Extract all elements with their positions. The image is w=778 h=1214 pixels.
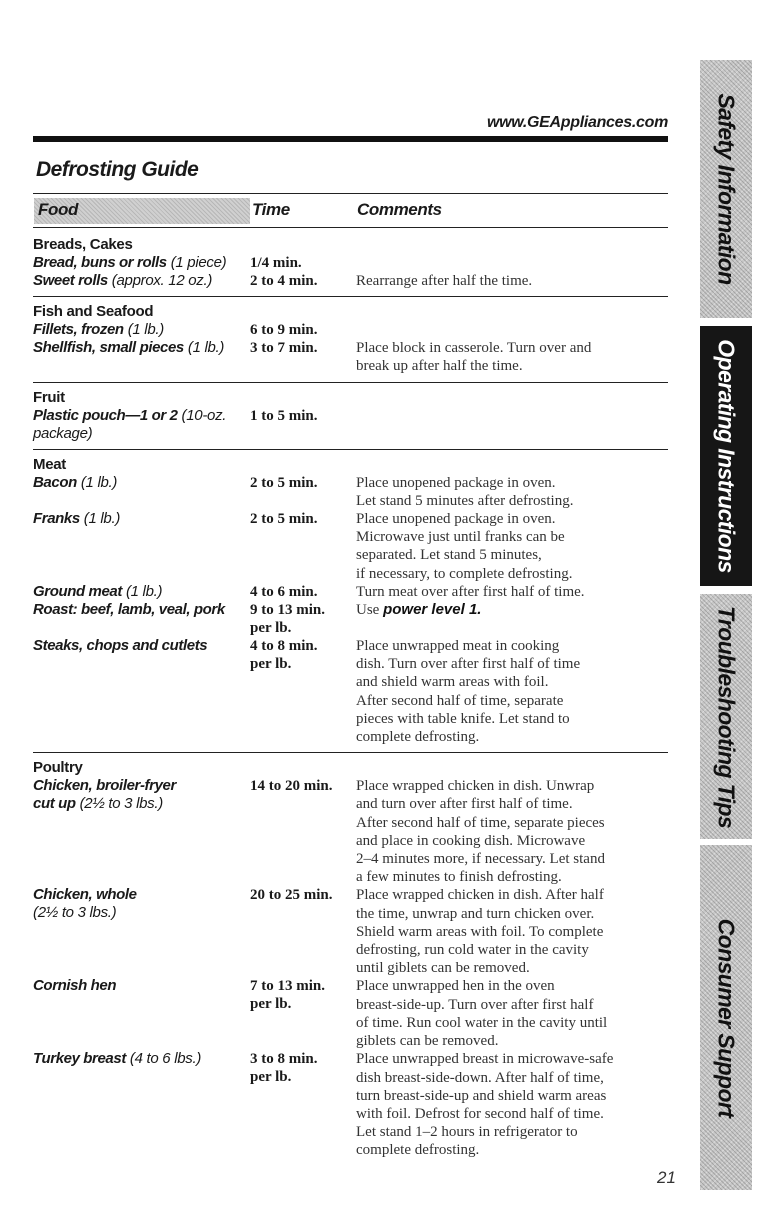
food-cell bbox=[33, 510, 250, 583]
comment-line: complete defrosting. bbox=[356, 1142, 480, 1159]
comment-line: separated. Let stand 5 minutes, bbox=[356, 547, 542, 564]
comment-cell bbox=[356, 886, 668, 977]
comment-line: Rearrange after half the time. bbox=[356, 273, 533, 289]
food-line bbox=[33, 272, 246, 290]
time-line: 9 to 13 min. bbox=[250, 602, 325, 619]
comment-line: and place in cooking dish. Microwave bbox=[356, 832, 586, 849]
time-line: 1 to 5 min. bbox=[250, 407, 318, 424]
comment-line: Microwave just until franks can be bbox=[356, 529, 565, 546]
header-rule bbox=[33, 136, 668, 142]
comment-line: a few minutes to finish defrosting. bbox=[356, 869, 562, 886]
time-line: 6 to 9 min. bbox=[250, 322, 318, 339]
time-line: 3 to 8 min. bbox=[250, 1051, 318, 1068]
table-row bbox=[33, 977, 668, 1050]
comment-line: Shield warm areas with foil. To complete bbox=[356, 923, 604, 940]
food-name: Bread, buns or rolls bbox=[33, 254, 167, 271]
food-name: Franks bbox=[33, 510, 80, 528]
time-line: per lb. bbox=[250, 996, 292, 1013]
food-quantity: (1 piece) bbox=[170, 254, 227, 271]
food-line bbox=[33, 777, 246, 795]
comment-line: giblets can be removed. bbox=[356, 1033, 499, 1050]
comment-line: complete defrosting. bbox=[356, 729, 480, 746]
food-cell bbox=[33, 637, 250, 746]
food-cell bbox=[33, 777, 250, 886]
comment-line: Place wrapped chicken in dish. After half bbox=[356, 887, 604, 904]
food-name: Roast: beef, lamb, veal, pork bbox=[33, 601, 225, 619]
food-line bbox=[33, 474, 246, 492]
time-cell bbox=[250, 254, 356, 272]
food-quantity: (10-oz. package) bbox=[33, 406, 227, 442]
food-name: Plastic pouch—1 or 2 bbox=[33, 406, 178, 424]
time-cell bbox=[250, 474, 356, 510]
comment-line: pieces with table knife. Let stand to bbox=[356, 710, 570, 727]
time-cell bbox=[250, 583, 356, 601]
food-name: Bacon bbox=[33, 473, 77, 491]
time-line: 2 to 5 min. bbox=[250, 511, 318, 528]
tab-label: Operating Instructions bbox=[713, 339, 740, 573]
table-row bbox=[33, 601, 668, 637]
comment-cell bbox=[356, 339, 668, 375]
tab-troubleshooting-tips[interactable] bbox=[700, 594, 752, 839]
table-row bbox=[33, 583, 668, 601]
table-row bbox=[33, 777, 668, 886]
comment-line: Place unopened package in oven. bbox=[356, 474, 556, 491]
page-title: Defrosting Guide bbox=[36, 158, 199, 181]
food-line bbox=[33, 321, 246, 339]
comment-line: if necessary, to complete defrosting. bbox=[356, 565, 573, 582]
tab-consumer-support[interactable] bbox=[700, 845, 752, 1190]
comment-cell bbox=[356, 977, 668, 1050]
category-heading: Meat bbox=[33, 455, 66, 473]
food-name: Cornish hen bbox=[33, 977, 117, 995]
tab-label: Consumer Support bbox=[713, 918, 740, 1117]
table-row bbox=[33, 321, 668, 339]
comment-line: Place unwrapped meat in cooking bbox=[356, 638, 560, 655]
comment-line: the time, unwrap and turn chicken over. bbox=[356, 905, 595, 922]
food-name: Sweet rolls bbox=[33, 272, 108, 289]
food-name: Ground meat bbox=[33, 582, 122, 600]
food-cell bbox=[33, 583, 250, 601]
tab-operating-instructions[interactable] bbox=[700, 326, 752, 586]
food-quantity: (1 lb.) bbox=[187, 339, 225, 357]
comment-line: 2–4 minutes more, if necessary. Let stand bbox=[356, 851, 605, 868]
comment-line: break up after half the time. bbox=[356, 358, 523, 375]
food-cell bbox=[33, 474, 250, 510]
column-header-comments: Comments bbox=[357, 200, 442, 219]
food-line bbox=[33, 601, 246, 619]
time-line: per lb. bbox=[250, 1069, 292, 1086]
food-category-section bbox=[33, 230, 668, 297]
comment-line: Let stand 1–2 hours in refrigerator to bbox=[356, 1124, 578, 1141]
time-cell bbox=[250, 1050, 356, 1159]
food-name: Fillets, frozen bbox=[33, 321, 124, 339]
food-quantity: (1 lb.) bbox=[83, 510, 121, 528]
time-cell bbox=[250, 321, 356, 339]
time-line: per lb. bbox=[250, 656, 292, 673]
comment-cell bbox=[356, 510, 668, 583]
comment-cell bbox=[356, 601, 668, 637]
comment-line: defrosting, run cold water in the cavity bbox=[356, 942, 589, 959]
table-row bbox=[33, 510, 668, 583]
food-quantity: (2½ to 3 lbs.) bbox=[79, 795, 163, 813]
food-category-section bbox=[33, 383, 668, 450]
food-line bbox=[33, 254, 246, 272]
page-number: 21 bbox=[657, 1168, 676, 1187]
food-name: Steaks, chops and cutlets bbox=[33, 637, 208, 655]
food-quantity: (approx. 12 oz.) bbox=[111, 272, 213, 289]
comment-line: dish breast-side-down. After half of time, bbox=[356, 1069, 604, 1086]
comment-cell bbox=[356, 583, 668, 601]
table-header-rule bbox=[33, 227, 668, 228]
food-line bbox=[33, 886, 246, 904]
category-heading: Breads, Cakes bbox=[33, 236, 133, 253]
food-quantity: (1 lb.) bbox=[127, 321, 164, 339]
comment-cell bbox=[356, 1050, 668, 1159]
comment-line: with foil. Defrost for second half of time. bbox=[356, 1105, 604, 1122]
food-cell bbox=[33, 407, 250, 443]
comment-line: After second half of time, separate bbox=[356, 692, 564, 709]
comment-line: Let stand 5 minutes after defrosting. bbox=[356, 492, 574, 509]
comment-cell bbox=[356, 474, 668, 510]
food-line bbox=[33, 407, 246, 443]
website-url: www.GEAppliances.com bbox=[486, 114, 668, 131]
table-row bbox=[33, 254, 668, 272]
table-row bbox=[33, 407, 668, 443]
comment-line: Place unwrapped hen in the oven bbox=[356, 978, 555, 995]
comment-line: Place unopened package in oven. bbox=[356, 511, 556, 528]
column-header-food: Food bbox=[38, 200, 78, 219]
food-line bbox=[33, 795, 246, 813]
column-header-time: Time bbox=[252, 200, 290, 219]
food-name: cut up bbox=[33, 795, 76, 813]
food-name: Turkey breast bbox=[33, 1050, 126, 1068]
food-line bbox=[33, 637, 246, 655]
food-name: Shellfish, small pieces bbox=[33, 339, 184, 357]
comment-line: until giblets can be removed. bbox=[356, 960, 530, 977]
time-cell bbox=[250, 510, 356, 583]
time-line: 1/4 min. bbox=[250, 255, 302, 271]
tab-label: Safety Information bbox=[713, 93, 740, 285]
time-line: 2 to 5 min. bbox=[250, 474, 318, 491]
food-category-section bbox=[33, 753, 668, 1165]
comment-line: Place block in casserole. Turn over and bbox=[356, 340, 592, 357]
time-line: per lb. bbox=[250, 620, 292, 637]
table-row bbox=[33, 886, 668, 977]
comment-line: dish. Turn over after first half of time bbox=[356, 656, 581, 673]
category-heading: Fish and Seafood bbox=[33, 303, 154, 321]
comment-cell bbox=[356, 777, 668, 886]
time-line: 2 to 4 min. bbox=[250, 273, 318, 289]
comment-line: After second half of time, separate pieces bbox=[356, 814, 605, 831]
food-quantity: (1 lb.) bbox=[125, 582, 163, 600]
food-cell bbox=[33, 1050, 250, 1159]
time-cell bbox=[250, 272, 356, 290]
food-category-section bbox=[33, 297, 668, 382]
comment-cell bbox=[356, 321, 668, 339]
table-row bbox=[33, 474, 668, 510]
power-level-emphasis: power level 1. bbox=[383, 601, 482, 619]
food-line bbox=[33, 510, 246, 528]
comment-line: Place wrapped chicken in dish. Unwrap bbox=[356, 778, 595, 795]
food-quantity: (4 to 6 lbs.) bbox=[129, 1050, 202, 1068]
comment-text: Use bbox=[356, 602, 384, 619]
time-line: 14 to 20 min. bbox=[250, 778, 333, 795]
tab-safety-information[interactable] bbox=[700, 60, 752, 318]
food-name: Chicken, whole bbox=[33, 886, 137, 904]
food-line bbox=[33, 1050, 246, 1068]
comment-cell bbox=[356, 254, 668, 272]
food-cell bbox=[33, 886, 250, 977]
table-top-rule bbox=[33, 193, 668, 194]
food-cell bbox=[33, 254, 250, 272]
food-cell bbox=[33, 321, 250, 339]
food-line bbox=[33, 904, 246, 922]
time-line: 4 to 6 min. bbox=[250, 583, 318, 600]
defrosting-table bbox=[33, 230, 668, 1166]
time-cell bbox=[250, 777, 356, 886]
time-cell bbox=[250, 637, 356, 746]
food-cell bbox=[33, 977, 250, 1050]
time-cell bbox=[250, 339, 356, 375]
time-line: 7 to 13 min. bbox=[250, 978, 325, 995]
comment-cell bbox=[356, 407, 668, 443]
category-heading: Fruit bbox=[33, 388, 65, 406]
time-cell bbox=[250, 886, 356, 977]
time-cell bbox=[250, 601, 356, 637]
table-row bbox=[33, 272, 668, 290]
time-cell bbox=[250, 407, 356, 443]
comment-line: breast-side-up. Turn over after first half bbox=[356, 996, 594, 1013]
table-row bbox=[33, 1050, 668, 1159]
food-category-section bbox=[33, 450, 668, 754]
food-cell bbox=[33, 272, 250, 290]
comment-line: of time. Run cool water in the cavity until bbox=[356, 1014, 608, 1031]
food-line bbox=[33, 977, 246, 995]
food-line bbox=[33, 583, 246, 601]
food-quantity: (1 lb.) bbox=[80, 473, 118, 491]
food-cell bbox=[33, 339, 250, 375]
time-line: 3 to 7 min. bbox=[250, 340, 318, 357]
food-name: Chicken, broiler-fryer bbox=[33, 777, 176, 795]
time-line: 4 to 8 min. bbox=[250, 638, 318, 655]
comment-line: and turn over after first half of time. bbox=[356, 796, 573, 813]
comment-line: turn breast-side-up and shield warm areas bbox=[356, 1087, 607, 1104]
comment-cell bbox=[356, 637, 668, 746]
time-cell bbox=[250, 977, 356, 1050]
food-cell bbox=[33, 601, 250, 637]
comment-line bbox=[356, 601, 668, 619]
food-line bbox=[33, 339, 246, 357]
comment-cell bbox=[356, 272, 668, 290]
comment-line: Place unwrapped breast in microwave-safe bbox=[356, 1051, 614, 1068]
comment-line: and shield warm areas with foil. bbox=[356, 674, 549, 691]
table-row bbox=[33, 339, 668, 375]
tab-label: Troubleshooting Tips bbox=[713, 605, 740, 828]
table-row bbox=[33, 637, 668, 746]
time-line: 20 to 25 min. bbox=[250, 887, 333, 904]
category-heading: Poultry bbox=[33, 759, 83, 777]
comment-line: Turn meat over after first half of time. bbox=[356, 583, 585, 600]
food-quantity: (2½ to 3 lbs.) bbox=[33, 904, 117, 922]
